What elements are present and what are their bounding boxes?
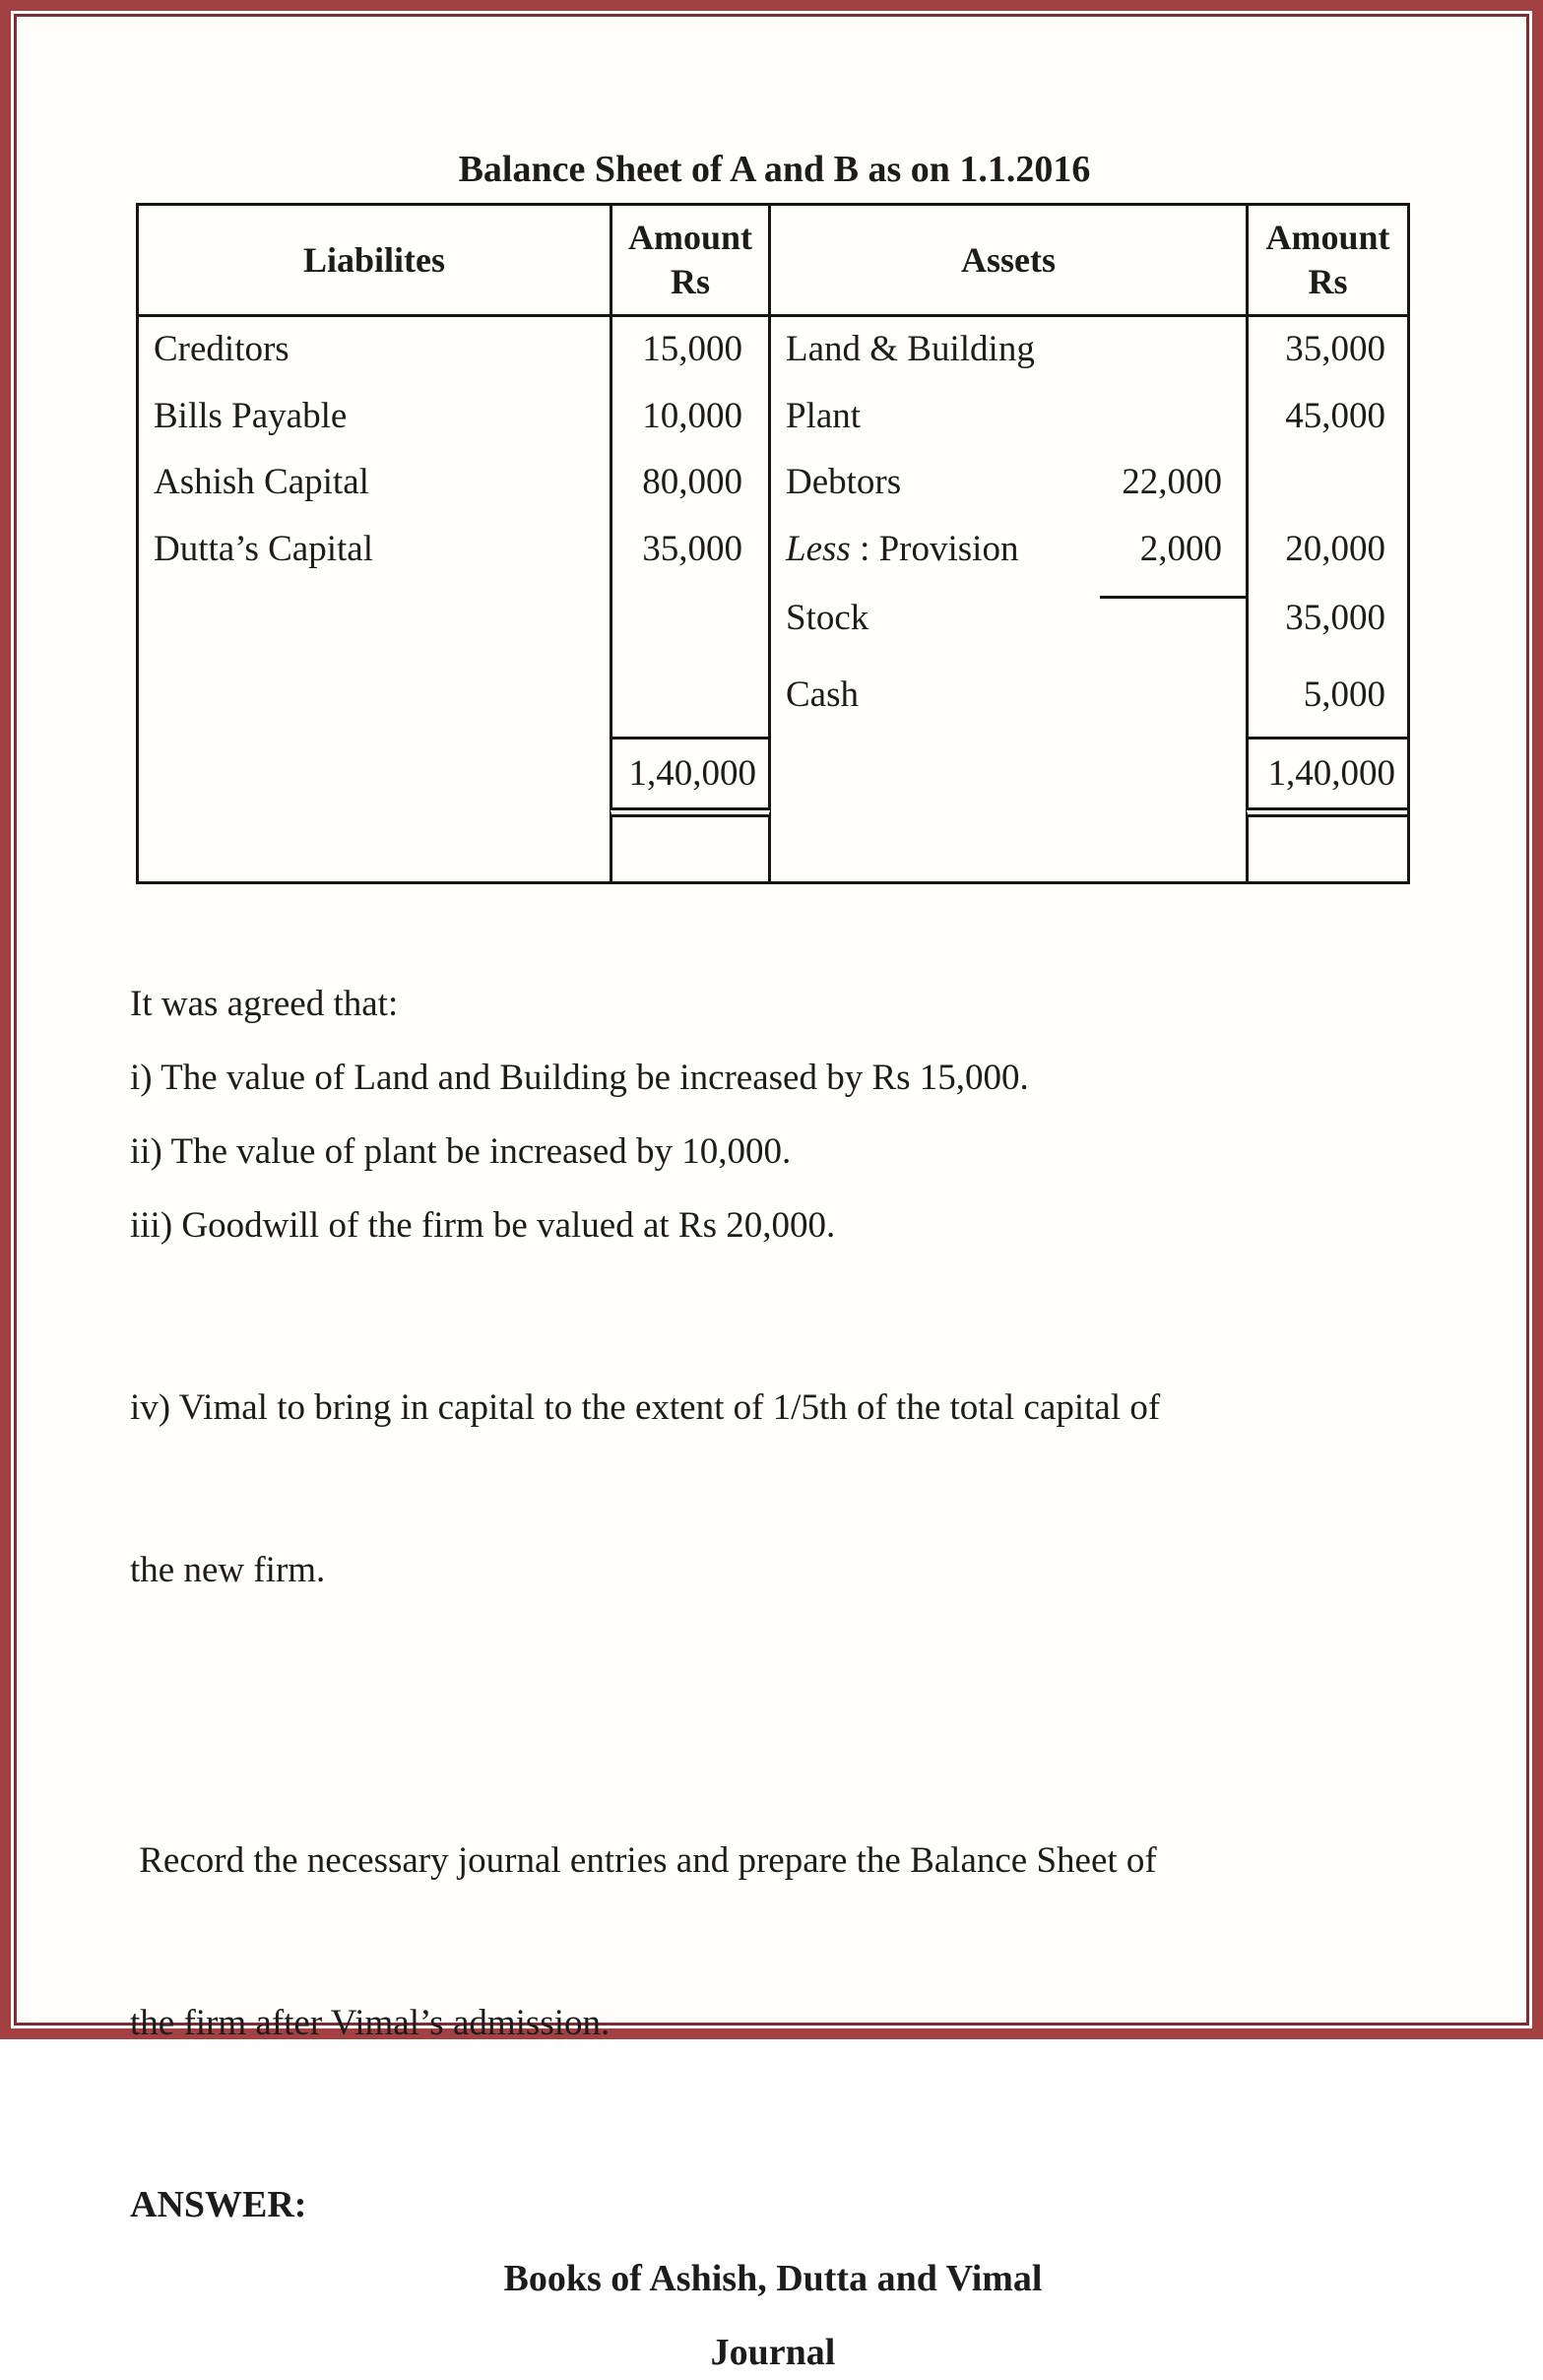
asset-label-cash: Cash — [786, 674, 859, 715]
agreement-intro: It was agreed that: — [130, 984, 399, 1024]
footer-filler-left — [139, 807, 610, 881]
asset-label-land-building: Land & Building — [786, 329, 1035, 369]
header-amount-left-rs: Rs — [670, 262, 710, 301]
header-amount-right — [1246, 206, 1407, 317]
asset-amount-cash: 5,000 — [1246, 652, 1407, 737]
asset-row-less-provision — [771, 514, 1246, 583]
liability-amount-empty-row6 — [610, 652, 771, 737]
asset-amount-land-building: 35,000 — [1246, 317, 1407, 381]
agreement-point-iii: iii) Goodwill of the firm be valued at Rs 20,000. — [130, 1205, 836, 1246]
total-assets-double-rule — [1246, 807, 1407, 881]
instruction-paragraph — [130, 1725, 1416, 2158]
liability-amount-creditors: 15,000 — [610, 317, 771, 381]
liability-total-spacer — [139, 737, 610, 807]
liability-label-creditors: Creditors — [154, 329, 289, 369]
books-heading: Books of Ashish, Dutta and Vimal — [503, 2258, 1043, 2299]
liability-amount-empty-row5 — [610, 583, 771, 652]
header-liabilities: Liabilites — [139, 206, 610, 317]
liability-empty-row5 — [139, 583, 610, 652]
total-liabilities: 1,40,000 — [610, 737, 771, 807]
page-title: Balance Sheet of A and B as on 1.1.2016 — [458, 149, 1091, 190]
asset-amount-net-debtors: 20,000 — [1246, 514, 1407, 583]
asset-label-stock: Stock — [786, 597, 869, 638]
agreement-point-iv-line2: the new firm. — [130, 1550, 326, 1590]
asset-total-spacer — [771, 737, 1246, 807]
provision-word: : Provision — [850, 528, 1019, 569]
liability-empty-row6 — [139, 652, 610, 737]
liability-amount-dutta-capital: 35,000 — [610, 514, 771, 583]
header-amount-right-word: Amount — [1265, 218, 1390, 257]
agreement-point-ii: ii) The value of plant be increased by 10,000. — [130, 1131, 792, 1172]
agreement-point-iv-line1: iv) Vimal to bring in capital to the extent of 1/5th of the total capital of — [130, 1387, 1161, 1428]
liability-amount-bills-payable: 10,000 — [610, 381, 771, 450]
asset-amount-plant: 45,000 — [1246, 381, 1407, 450]
header-amount-left-word: Amount — [627, 218, 753, 257]
document-page — [14, 14, 1529, 2373]
asset-sub-amount-provision: 2,000 — [1139, 528, 1222, 569]
asset-amount-stock: 35,000 — [1246, 583, 1407, 652]
asset-amount-debtors — [1246, 450, 1407, 514]
asset-label-debtors: Debtors — [786, 462, 902, 502]
less-word-italic: Less — [786, 528, 851, 569]
asset-row-debtors — [771, 450, 1246, 514]
asset-label-less-provision — [786, 528, 1018, 570]
liability-label-ashish-capital: Ashish Capital — [154, 462, 369, 502]
header-amount-right-rs: Rs — [1308, 262, 1348, 301]
header-amount-left — [610, 206, 771, 317]
debtors-provision-subtotal-rule — [1100, 596, 1246, 599]
balance-sheet-table — [136, 203, 1410, 884]
answer-label: ANSWER: — [130, 2184, 307, 2225]
header-assets: Assets — [771, 206, 1246, 317]
total-assets: 1,40,000 — [1246, 737, 1407, 807]
liability-amount-ashish-capital: 80,000 — [610, 450, 771, 514]
liability-label-bills-payable: Bills Payable — [154, 395, 348, 436]
liability-label-dutta-capital: Dutta’s Capital — [154, 528, 373, 569]
agreement-point-i: i) The value of Land and Building be increased by Rs 15,000. — [130, 1058, 1029, 1098]
asset-label-plant: Plant — [786, 395, 862, 436]
footer-filler-assets — [771, 807, 1246, 881]
question-text-block — [130, 977, 1416, 2380]
asset-sub-amount-debtors: 22,000 — [1122, 462, 1222, 502]
agreement-point-iv — [130, 1272, 1416, 1705]
journal-heading: Journal — [710, 2332, 836, 2373]
balance-sheet-grid — [139, 206, 1407, 881]
instruction-line2: the firm after Vimal’s admission. — [130, 2003, 611, 2043]
instruction-line1: Record the necessary journal entries and prepare the Balance Sheet of — [130, 1840, 1157, 1881]
total-liabilities-double-rule — [610, 807, 771, 881]
